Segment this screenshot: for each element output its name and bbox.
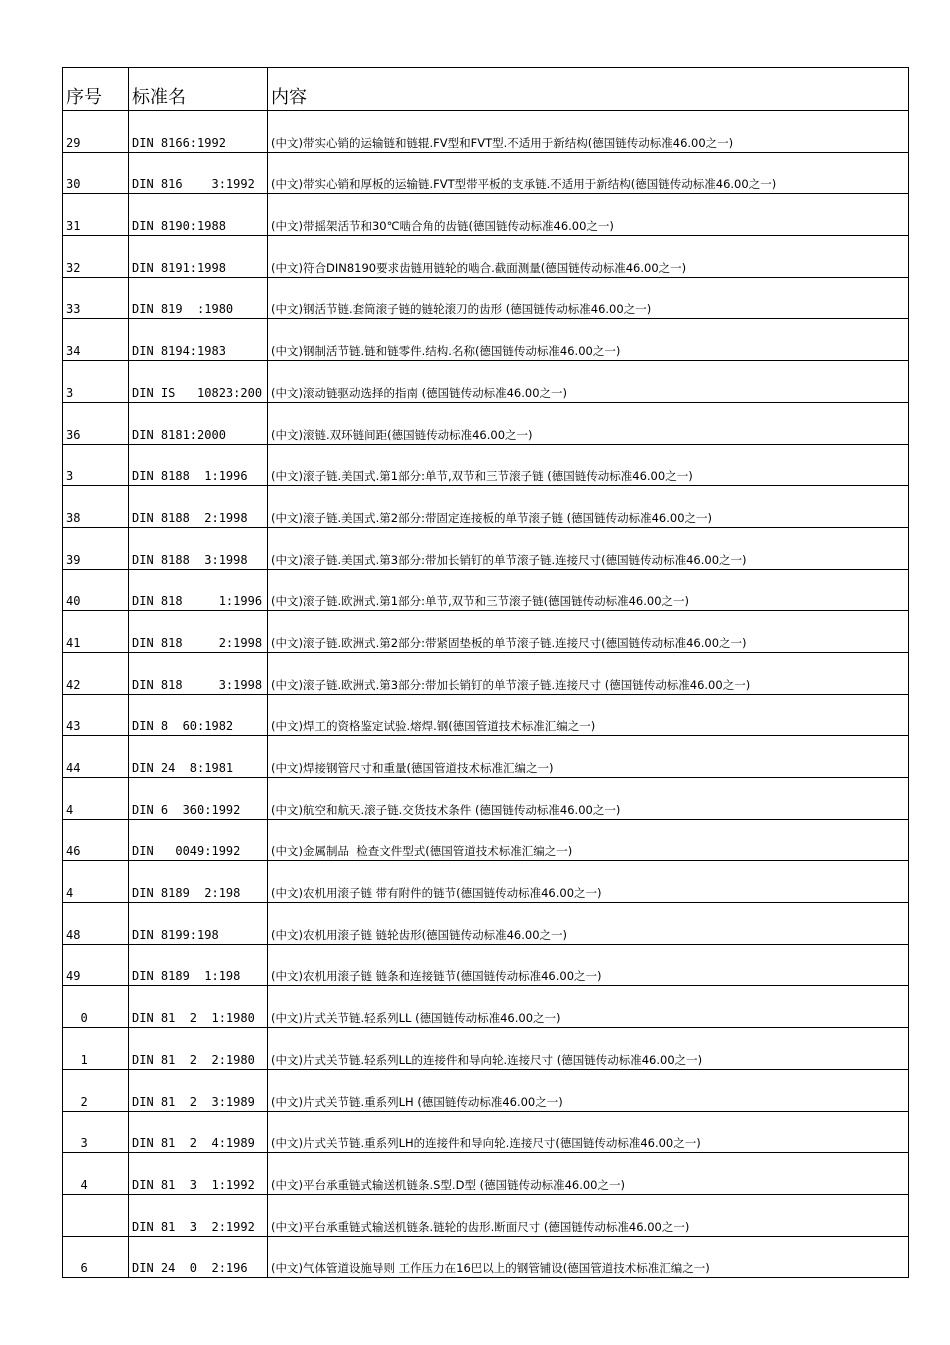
table-row	[63, 1194, 909, 1236]
table-row	[63, 861, 909, 903]
cell-content[interactable]: (中文)焊接钢管尺寸和重量(德国管道技术标准汇编之一)	[268, 736, 909, 778]
cell-serial-number[interactable]: 1	[63, 1028, 129, 1070]
cell-serial-number[interactable]: 6	[63, 1236, 129, 1278]
cell-content[interactable]: (中文)气体管道设施导则 工作压力在16巴以上的钢管铺设(德国管道技术标准汇编之一)	[268, 1236, 909, 1278]
cell-content[interactable]: (中文)航空和航天.滚子链.交货技术条件 (德国链传动标准46.00之一)	[268, 778, 909, 820]
table-row	[63, 1153, 909, 1195]
cell-serial-number[interactable]: 40	[63, 569, 129, 611]
table-row	[63, 194, 909, 236]
table-row	[63, 569, 909, 611]
cell-content[interactable]: (中文)带实心销的运输链和链辊.FV型和FVT型.不适用于新结构(德国链传动标准46.00之一)	[268, 111, 909, 153]
cell-content[interactable]: (中文)滚子链.欧洲式.第1部分:单节,双节和三节滚子链(德国链传动标准46.00之一)	[268, 569, 909, 611]
cell-content[interactable]: (中文)农机用滚子链 链条和连接链节(德国链传动标准46.00之一)	[268, 944, 909, 986]
table-row	[63, 1028, 909, 1070]
cell-standard-name[interactable]: DIN 8190:1988	[129, 194, 268, 236]
cell-serial-number[interactable]: 34	[63, 319, 129, 361]
cell-content[interactable]: (中文)滚子链.欧洲式.第2部分:带紧固垫板的单节滚子链.连接尺寸(德国链传动标准46.00之一)	[268, 611, 909, 653]
cell-content[interactable]: (中文)滚子链.欧洲式.第3部分:带加长销钉的单节滚子链.连接尺寸 (德国链传动标准46.00之一)	[268, 652, 909, 694]
table-row	[63, 652, 909, 694]
cell-content[interactable]: (中文)带实心销和厚板的运输链.FVT型带平板的支承链.不适用于新结构(德国链传动标准46.00之一)	[268, 152, 909, 194]
cell-serial-number[interactable]	[63, 1194, 129, 1236]
cell-standard-name[interactable]: DIN 8181:2000	[129, 402, 268, 444]
cell-serial-number[interactable]: 31	[63, 194, 129, 236]
cell-content[interactable]: (中文)平台承重链式输送机链条.链轮的齿形.断面尺寸 (德国链传动标准46.00之一)	[268, 1194, 909, 1236]
cell-content[interactable]: (中文)金属制品 检查文件型式(德国管道技术标准汇编之一)	[268, 819, 909, 861]
table-row	[63, 111, 909, 153]
cell-standard-name[interactable]: DIN 8166:1992	[129, 111, 268, 153]
table-row	[63, 778, 909, 820]
cell-serial-number[interactable]: 0	[63, 986, 129, 1028]
cell-content[interactable]: (中文)滚子链.美国式.第3部分:带加长销钉的单节滚子链.连接尺寸(德国链传动标准46.00之一)	[268, 527, 909, 569]
cell-standard-name[interactable]: DIN 8189 2:198	[129, 861, 268, 903]
cell-content[interactable]: (中文)农机用滚子链 链轮齿形(德国链传动标准46.00之一)	[268, 903, 909, 945]
cell-serial-number[interactable]: 29	[63, 111, 129, 153]
cell-standard-name[interactable]: DIN 8191:1998	[129, 236, 268, 278]
cell-standard-name[interactable]: DIN 8188 3:1998	[129, 527, 268, 569]
table-row	[63, 277, 909, 319]
cell-content[interactable]: (中文)农机用滚子链 带有附件的链节(德国链传动标准46.00之一)	[268, 861, 909, 903]
cell-serial-number[interactable]: 3	[63, 361, 129, 403]
table-row	[63, 152, 909, 194]
cell-content[interactable]: (中文)滚链.双环链间距(德国链传动标准46.00之一)	[268, 402, 909, 444]
cell-serial-number[interactable]: 36	[63, 402, 129, 444]
cell-standard-name[interactable]: DIN IS 10823:200	[129, 361, 268, 403]
cell-standard-name[interactable]: DIN 0049:1992	[129, 819, 268, 861]
cell-serial-number[interactable]: 3	[63, 444, 129, 486]
cell-standard-name[interactable]: DIN 81 3 2:1992	[129, 1194, 268, 1236]
cell-serial-number[interactable]: 44	[63, 736, 129, 778]
table-row	[63, 694, 909, 736]
cell-content[interactable]: (中文)片式关节链.轻系列LL (德国链传动标准46.00之一)	[268, 986, 909, 1028]
standards-table	[62, 67, 909, 1278]
cell-serial-number[interactable]: 3	[63, 1111, 129, 1153]
table-row	[63, 361, 909, 403]
cell-standard-name[interactable]: DIN 8189 1:198	[129, 944, 268, 986]
cell-standard-name[interactable]: DIN 81 2 3:1989	[129, 1069, 268, 1111]
cell-serial-number[interactable]: 30	[63, 152, 129, 194]
cell-standard-name[interactable]: DIN 818 1:1996	[129, 569, 268, 611]
cell-serial-number[interactable]: 48	[63, 903, 129, 945]
cell-content[interactable]: (中文)滚动链驱动选择的指南 (德国链传动标准46.00之一)	[268, 361, 909, 403]
cell-serial-number[interactable]: 4	[63, 778, 129, 820]
table-row	[63, 903, 909, 945]
cell-standard-name[interactable]: DIN 8199:198	[129, 903, 268, 945]
table-row	[63, 986, 909, 1028]
cell-content[interactable]: (中文)片式关节链.重系列LH的连接件和导向轮.连接尺寸(德国链传动标准46.00之一)	[268, 1111, 909, 1153]
cell-serial-number[interactable]: 33	[63, 277, 129, 319]
table-row	[63, 402, 909, 444]
cell-serial-number[interactable]: 4	[63, 1153, 129, 1195]
table-row	[63, 1236, 909, 1278]
cell-content[interactable]: (中文)平台承重链式输送机链条.S型.D型 (德国链传动标准46.00之一)	[268, 1153, 909, 1195]
table-row	[63, 1111, 909, 1153]
table-row	[63, 236, 909, 278]
cell-content[interactable]: (中文)滚子链.美国式.第1部分:单节,双节和三节滚子链 (德国链传动标准46.00之一)	[268, 444, 909, 486]
cell-serial-number[interactable]: 32	[63, 236, 129, 278]
cell-serial-number[interactable]: 39	[63, 527, 129, 569]
header-row	[63, 68, 909, 111]
cell-standard-name[interactable]: DIN 6 360:1992	[129, 778, 268, 820]
cell-serial-number[interactable]: 43	[63, 694, 129, 736]
cell-serial-number[interactable]: 41	[63, 611, 129, 653]
cell-serial-number[interactable]: 46	[63, 819, 129, 861]
cell-content[interactable]: (中文)片式关节链.重系列LH (德国链传动标准46.00之一)	[268, 1069, 909, 1111]
table-row	[63, 319, 909, 361]
cell-content[interactable]: (中文)滚子链.美国式.第2部分:带固定连接板的单节滚子链 (德国链传动标准46.00之一)	[268, 486, 909, 528]
table-row	[63, 486, 909, 528]
table-row	[63, 819, 909, 861]
table-row	[63, 944, 909, 986]
cell-content[interactable]: (中文)钢制活节链.链和链零件.结构.名称(德国链传动标准46.00之一)	[268, 319, 909, 361]
cell-serial-number[interactable]: 42	[63, 652, 129, 694]
cell-standard-name[interactable]: DIN 819 :1980	[129, 277, 268, 319]
cell-serial-number[interactable]: 4	[63, 861, 129, 903]
table-row	[63, 611, 909, 653]
cell-serial-number[interactable]: 2	[63, 1069, 129, 1111]
cell-standard-name[interactable]: DIN 81 2 2:1980	[129, 1028, 268, 1070]
cell-standard-name[interactable]: DIN 81 3 1:1992	[129, 1153, 268, 1195]
cell-content[interactable]: (中文)钢活节链.套筒滚子链的链轮滚刀的齿形 (德国链传动标准46.00之一)	[268, 277, 909, 319]
cell-standard-name[interactable]: DIN 81 2 1:1980	[129, 986, 268, 1028]
cell-standard-name[interactable]: DIN 81 2 4:1989	[129, 1111, 268, 1153]
table-row	[63, 1069, 909, 1111]
cell-serial-number[interactable]: 38	[63, 486, 129, 528]
cell-standard-name[interactable]: DIN 8 60:1982	[129, 694, 268, 736]
header-serial-number[interactable]: 序号	[63, 68, 129, 111]
cell-standard-name[interactable]: DIN 818 3:1998	[129, 652, 268, 694]
table-row	[63, 444, 909, 486]
table-row	[63, 527, 909, 569]
cell-standard-name[interactable]: DIN 818 2:1998	[129, 611, 268, 653]
cell-standard-name[interactable]: DIN 24 8:1981	[129, 736, 268, 778]
cell-content[interactable]: (中文)焊工的资格鉴定试验.熔焊.钢(德国管道技术标准汇编之一)	[268, 694, 909, 736]
header-standard-name[interactable]: 标准名	[129, 68, 268, 111]
cell-serial-number[interactable]: 49	[63, 944, 129, 986]
cell-standard-name[interactable]: DIN 8188 1:1996	[129, 444, 268, 486]
cell-content[interactable]: (中文)片式关节链.轻系列LL的连接件和导向轮.连接尺寸 (德国链传动标准46.00之一)	[268, 1028, 909, 1070]
cell-standard-name[interactable]: DIN 8194:1983	[129, 319, 268, 361]
cell-content[interactable]: (中文)符合DIN8190要求齿链用链轮的啮合.截面测量(德国链传动标准46.00之一)	[268, 236, 909, 278]
table-row	[63, 736, 909, 778]
cell-standard-name[interactable]: DIN 24 0 2:196	[129, 1236, 268, 1278]
header-content[interactable]: 内容	[268, 68, 909, 111]
cell-standard-name[interactable]: DIN 8188 2:1998	[129, 486, 268, 528]
cell-content[interactable]: (中文)带摇架活节和30℃啮合角的齿链(德国链传动标准46.00之一)	[268, 194, 909, 236]
cell-standard-name[interactable]: DIN 816 3:1992	[129, 152, 268, 194]
